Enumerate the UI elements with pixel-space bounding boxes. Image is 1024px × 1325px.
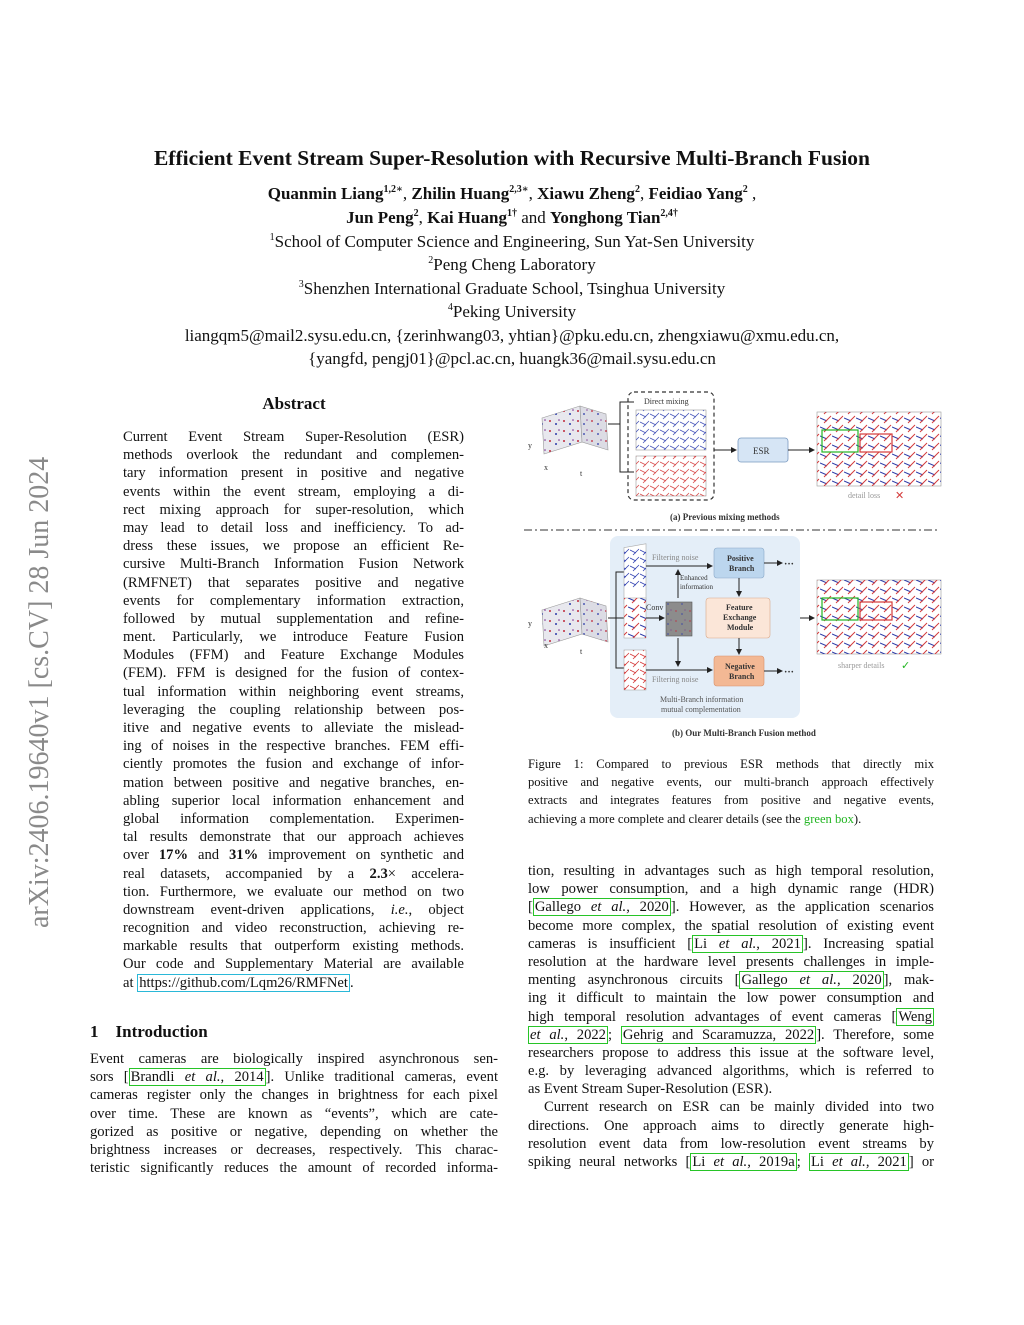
body-line: e.g. by leveraging advanced algorithms, which is referred to — [528, 1063, 934, 1080]
citation-link[interactable]: Brandli et al., 2014 — [130, 1069, 264, 1086]
check-icon: ✓ — [901, 659, 911, 672]
intro-line: sors [ Brandli et al., 2014 ]. Unlike traditional cameras, event — [90, 1069, 498, 1086]
author-line-2: Jun Peng$^2$, Kai Huang$^{1\dagger}$ and Yonghong Tian$^{2,4\dagger}$ — [346, 208, 678, 227]
sharper-details-label: sharper details — [838, 661, 885, 670]
negative-branch-label-2: Branch — [729, 672, 755, 681]
author-sup: 2,4† — [660, 208, 678, 219]
body-line: [ Gallego et al., 2020 ]. However, as the application scenarios — [528, 899, 934, 916]
abstract-line: may lead to detail loss and inefficiency. To ad- — [123, 519, 464, 536]
author-sup: 2 — [413, 208, 419, 219]
abstract-line: cursive Multi-Branch Information Fusion Network — [123, 556, 464, 573]
citation-link[interactable]: Li et al., 2021 — [694, 935, 801, 952]
abstract-line: Modules (FFM) and Feature Exchange Modules — [123, 647, 464, 664]
abstract-line: (RMFNET) that separates positive and negative — [123, 574, 464, 591]
affiliation-sup: 2 — [428, 255, 434, 266]
abstract-line: recognition and video reconstruction, achieving re- — [123, 920, 464, 937]
direct-mixing-label: Direct mixing — [644, 397, 689, 406]
positive-branch-label-2: Branch — [729, 564, 755, 573]
affiliation — [0, 232, 1024, 252]
negative-branch-label-1: Negative — [725, 662, 755, 671]
right-column-body — [528, 862, 934, 1171]
email-line: {yangfd, pengj01}@pcl.ac.cn, huangk36@mail.sysu.edu.cn — [308, 349, 716, 368]
citation-link[interactable]: Gallego et al., 2020 — [741, 972, 882, 989]
author-name: Jun Peng — [346, 208, 414, 227]
body-line: cameras is insufficient [ Li et al., 2021 ]. Increasing spatial — [528, 935, 934, 952]
body-line: high temporal resolution advantages of event cameras [ Weng — [528, 1008, 932, 1025]
author-name: Zhilin Huang — [411, 184, 510, 203]
introduction-body — [90, 1050, 498, 1177]
author-sup: 2,3∗ — [509, 184, 529, 195]
affiliation-sup: 3 — [298, 279, 304, 290]
affiliation-text: Peking University — [452, 302, 577, 321]
caption-line: Figure 1: Compared to previous ESR methods that directly mix — [528, 757, 934, 771]
abstract-line: events within the event stream, employing a di- — [123, 483, 464, 500]
abstract-line: downstream event-driven applications, i.e., object — [123, 901, 464, 918]
citation-link[interactable]: Weng — [898, 1008, 932, 1025]
axis-label-x: x — [544, 641, 548, 650]
multi-branch-label-2: mutual complementation — [661, 705, 741, 714]
enhanced-information-2: information — [680, 583, 714, 591]
affiliation — [0, 255, 1024, 275]
multi-branch-label-1: Multi-Branch information — [660, 695, 744, 704]
affiliation — [0, 279, 1024, 299]
fem-label-3: Module — [727, 623, 754, 632]
intro-line: Event cameras are biologically inspired asynchronous sen- — [90, 1051, 498, 1067]
body-line: spiking neural networks [ Li et al., 2019a ; Li et al., 2021 ] or — [528, 1154, 935, 1170]
esr-label: ESR — [753, 446, 770, 456]
abstract-line: Our code and Supplementary Material are available — [123, 956, 464, 973]
github-link[interactable]: https://github.com/Lqm26/RMFNet — [139, 974, 348, 991]
abstract-line: ment. Particularly, we introduce Feature Fusion — [123, 629, 464, 646]
intro-line: teristic significantly reduces the amount of recorded informa- — [90, 1160, 498, 1177]
body-line: become more complex, the spatial resolution of existing event — [528, 917, 934, 934]
abstract-line: rect mixing approach for super-resolution, which — [123, 501, 464, 518]
citation-link[interactable]: Gehrig and Scaramuzza, 2022 — [622, 1026, 815, 1043]
paper-title: Efficient Event Stream Super-Resolution with Recursive Multi-Branch Fusion — [153, 146, 871, 170]
continuation-dots: ··· — [784, 667, 795, 678]
continuation-dots: ··· — [784, 559, 795, 570]
conv-label: Conv — [646, 603, 664, 612]
abstract-line: mation between positive and negative branches, en- — [123, 774, 464, 791]
body-line: resolution at the hardware level presents challenges in imple- — [528, 953, 934, 970]
abstract-line: leveraging the coupling relationship between pos- — [123, 701, 464, 718]
body-line: directions. One approach aims to directly generate high- — [528, 1117, 934, 1134]
author-name: Quanmin Liang — [267, 184, 384, 203]
abstract-line: tual information within neighboring event streams, — [123, 683, 464, 700]
abstract-line: followed by mutual supplementation and refine- — [123, 610, 464, 627]
enhanced-information-1: Enhanced — [680, 574, 708, 582]
caption-line: extracts and integrates features from positive and negative events, — [528, 793, 934, 808]
body-line: Current research on ESR can be mainly divided into two — [544, 1099, 934, 1116]
body-line: tion, resulting in advantages such as high temporal resolution, — [528, 863, 934, 879]
affiliation — [0, 302, 1024, 322]
caption-b: (b) Our Multi-Branch Fusion method — [672, 728, 816, 738]
body-line: menting asynchronous circuits [ Gallego et al., 2020 ], mak- — [528, 972, 934, 989]
abstract-line: Current Event Stream Super-Resolution (ESR) — [123, 429, 464, 445]
section-title: Introduction — [115, 1022, 208, 1041]
body-line: researchers propose to address this issue at the software level, — [528, 1044, 934, 1061]
event-cube-b — [542, 598, 608, 646]
author-sup: 1,2∗ — [383, 184, 403, 195]
intro-line: over time. These are known as “events”, which are cate- — [90, 1105, 498, 1122]
author-name: Yonghong Tian — [550, 208, 661, 227]
affiliation-sup: 1 — [269, 232, 275, 243]
green-box-text: green box — [803, 811, 854, 826]
abstract-line: tal results demonstrate that our approach achieves — [123, 829, 464, 846]
negative-branch-block — [714, 656, 764, 686]
figure-1-caption — [528, 756, 934, 829]
positive-branch-block — [714, 548, 764, 578]
abstract-line: ciently promotes the fusion and exchange of infor- — [123, 756, 464, 773]
citation-link[interactable]: et al., 2022 — [530, 1026, 606, 1043]
detail-loss-label: detail loss — [848, 491, 881, 500]
abstract-line: events for complementary information extraction, — [123, 592, 464, 609]
intro-line: brightness increases or decreases, respectively. This charac- — [90, 1141, 498, 1158]
author-sup: 2 — [742, 184, 748, 195]
filtering-noise-top: Filtering noise — [652, 553, 699, 562]
body-line: resolution event data from low-resolution event streams by — [528, 1135, 934, 1152]
abstract-line: over 17% and 31% improvement on synthetic and — [123, 847, 464, 864]
event-cube-a — [542, 406, 608, 454]
author-line-1: Quanmin Liang$^{1,2∗}$, Zhilin Huang$^{2,3∗}$, Xiawu Zheng$^2$, Feidiao Yang$^2$ , — [267, 184, 757, 203]
axis-label-t: t — [580, 647, 583, 656]
abstract-line: itive and negative events to alleviate the mislead- — [123, 720, 464, 736]
fem-label-2: Exchange — [723, 613, 757, 622]
figure-1-diagram — [520, 388, 945, 748]
affiliation-text: School of Computer Science and Engineering, Sun Yat-Sen University — [274, 232, 755, 251]
affiliation-sup: 4 — [447, 302, 453, 313]
abstract-line: dress these issues, we propose an efficient Re- — [123, 538, 464, 555]
positive-branch-label-1: Positive — [727, 554, 754, 563]
affiliation-text: Shenzhen International Graduate School, Tsinghua University — [303, 279, 726, 298]
body-line: et al., 2022 ; Gehrig and Scaramuzza, 2022 ]. Therefore, some — [530, 1026, 935, 1043]
intro-line: gorized as positive or negative, depending on whether the — [90, 1123, 498, 1140]
caption-line: achieving a more complete and clearer details (see the green box). — [528, 811, 862, 826]
author-sup: 1† — [506, 208, 517, 219]
author-and: and — [521, 208, 546, 227]
caption-line: positive and negative events, our multi-branch approach effectively — [528, 775, 934, 790]
body-line: low power consumption, and a high dynamic range (HDR) — [528, 881, 934, 898]
abstract-line: methods overlook the redundant and complemen- — [123, 447, 464, 464]
affiliation-text: Peng Cheng Laboratory — [433, 255, 596, 274]
body-line: as Event Stream Super-Resolution (ESR). — [528, 1081, 773, 1098]
filtering-noise-bottom: Filtering noise — [652, 675, 699, 684]
intro-line: cameras register only the changes in brightness for each pixel — [90, 1087, 498, 1104]
abstract-line: (FEM). FFM is designed for the fusion of contex- — [123, 665, 464, 682]
section-number: 1 — [90, 1022, 99, 1041]
abstract-line: tion. Furthermore, we evaluate our method on two — [123, 883, 464, 900]
author-sup: 2 — [634, 184, 640, 195]
email-line: liangqm5@mail2.sysu.edu.cn, {zerinhwang03, yhtian}@pku.edu.cn, zhengxiawu@xmu.edu.cn, — [184, 326, 840, 345]
axis-label-y: y — [528, 619, 532, 628]
author-name: Kai Huang — [427, 208, 507, 227]
abstract-line: real datasets, accompanied by a 2.3× accelera- — [123, 865, 464, 882]
abstract-line: at https://github.com/Lqm26/RMFNet . — [123, 974, 354, 991]
axis-label-x: x — [544, 463, 548, 472]
citation-link[interactable]: Gallego et al., 2020 — [534, 899, 669, 916]
abstract-line: abling superior local information enhancement and — [123, 792, 464, 809]
abstract-body — [123, 428, 464, 992]
citation-link[interactable]: Li et al., 2021 — [810, 1154, 907, 1170]
axis-label-y: y — [528, 441, 532, 450]
arxiv-identifier: arXiv:2406.19640v1 [cs.CV] 28 Jun 2024 — [24, 456, 55, 928]
abstract-line: markable results that outperform existing methods. — [123, 938, 464, 955]
abstract-line: ing of noises in the respective branches. FEM effi- — [123, 738, 464, 755]
axis-label-t: t — [580, 469, 583, 478]
fem-label-1: Feature — [726, 603, 753, 612]
abstract-line: global information complementation. Experimen- — [123, 810, 464, 827]
author-name: Feidiao Yang — [648, 184, 743, 203]
abstract-line: tary information present in positive and negative — [123, 465, 464, 482]
section-heading-introduction — [90, 1022, 208, 1042]
body-line: ing it difficult to maintain the low power consumption and — [528, 990, 934, 1007]
citation-link[interactable]: Li et al., 2019a — [692, 1154, 795, 1170]
author-name: Xiawu Zheng — [537, 184, 635, 203]
caption-a: (a) Previous mixing methods — [670, 512, 780, 522]
cross-icon: ✕ — [895, 489, 905, 502]
abstract-heading: Abstract — [262, 394, 326, 413]
